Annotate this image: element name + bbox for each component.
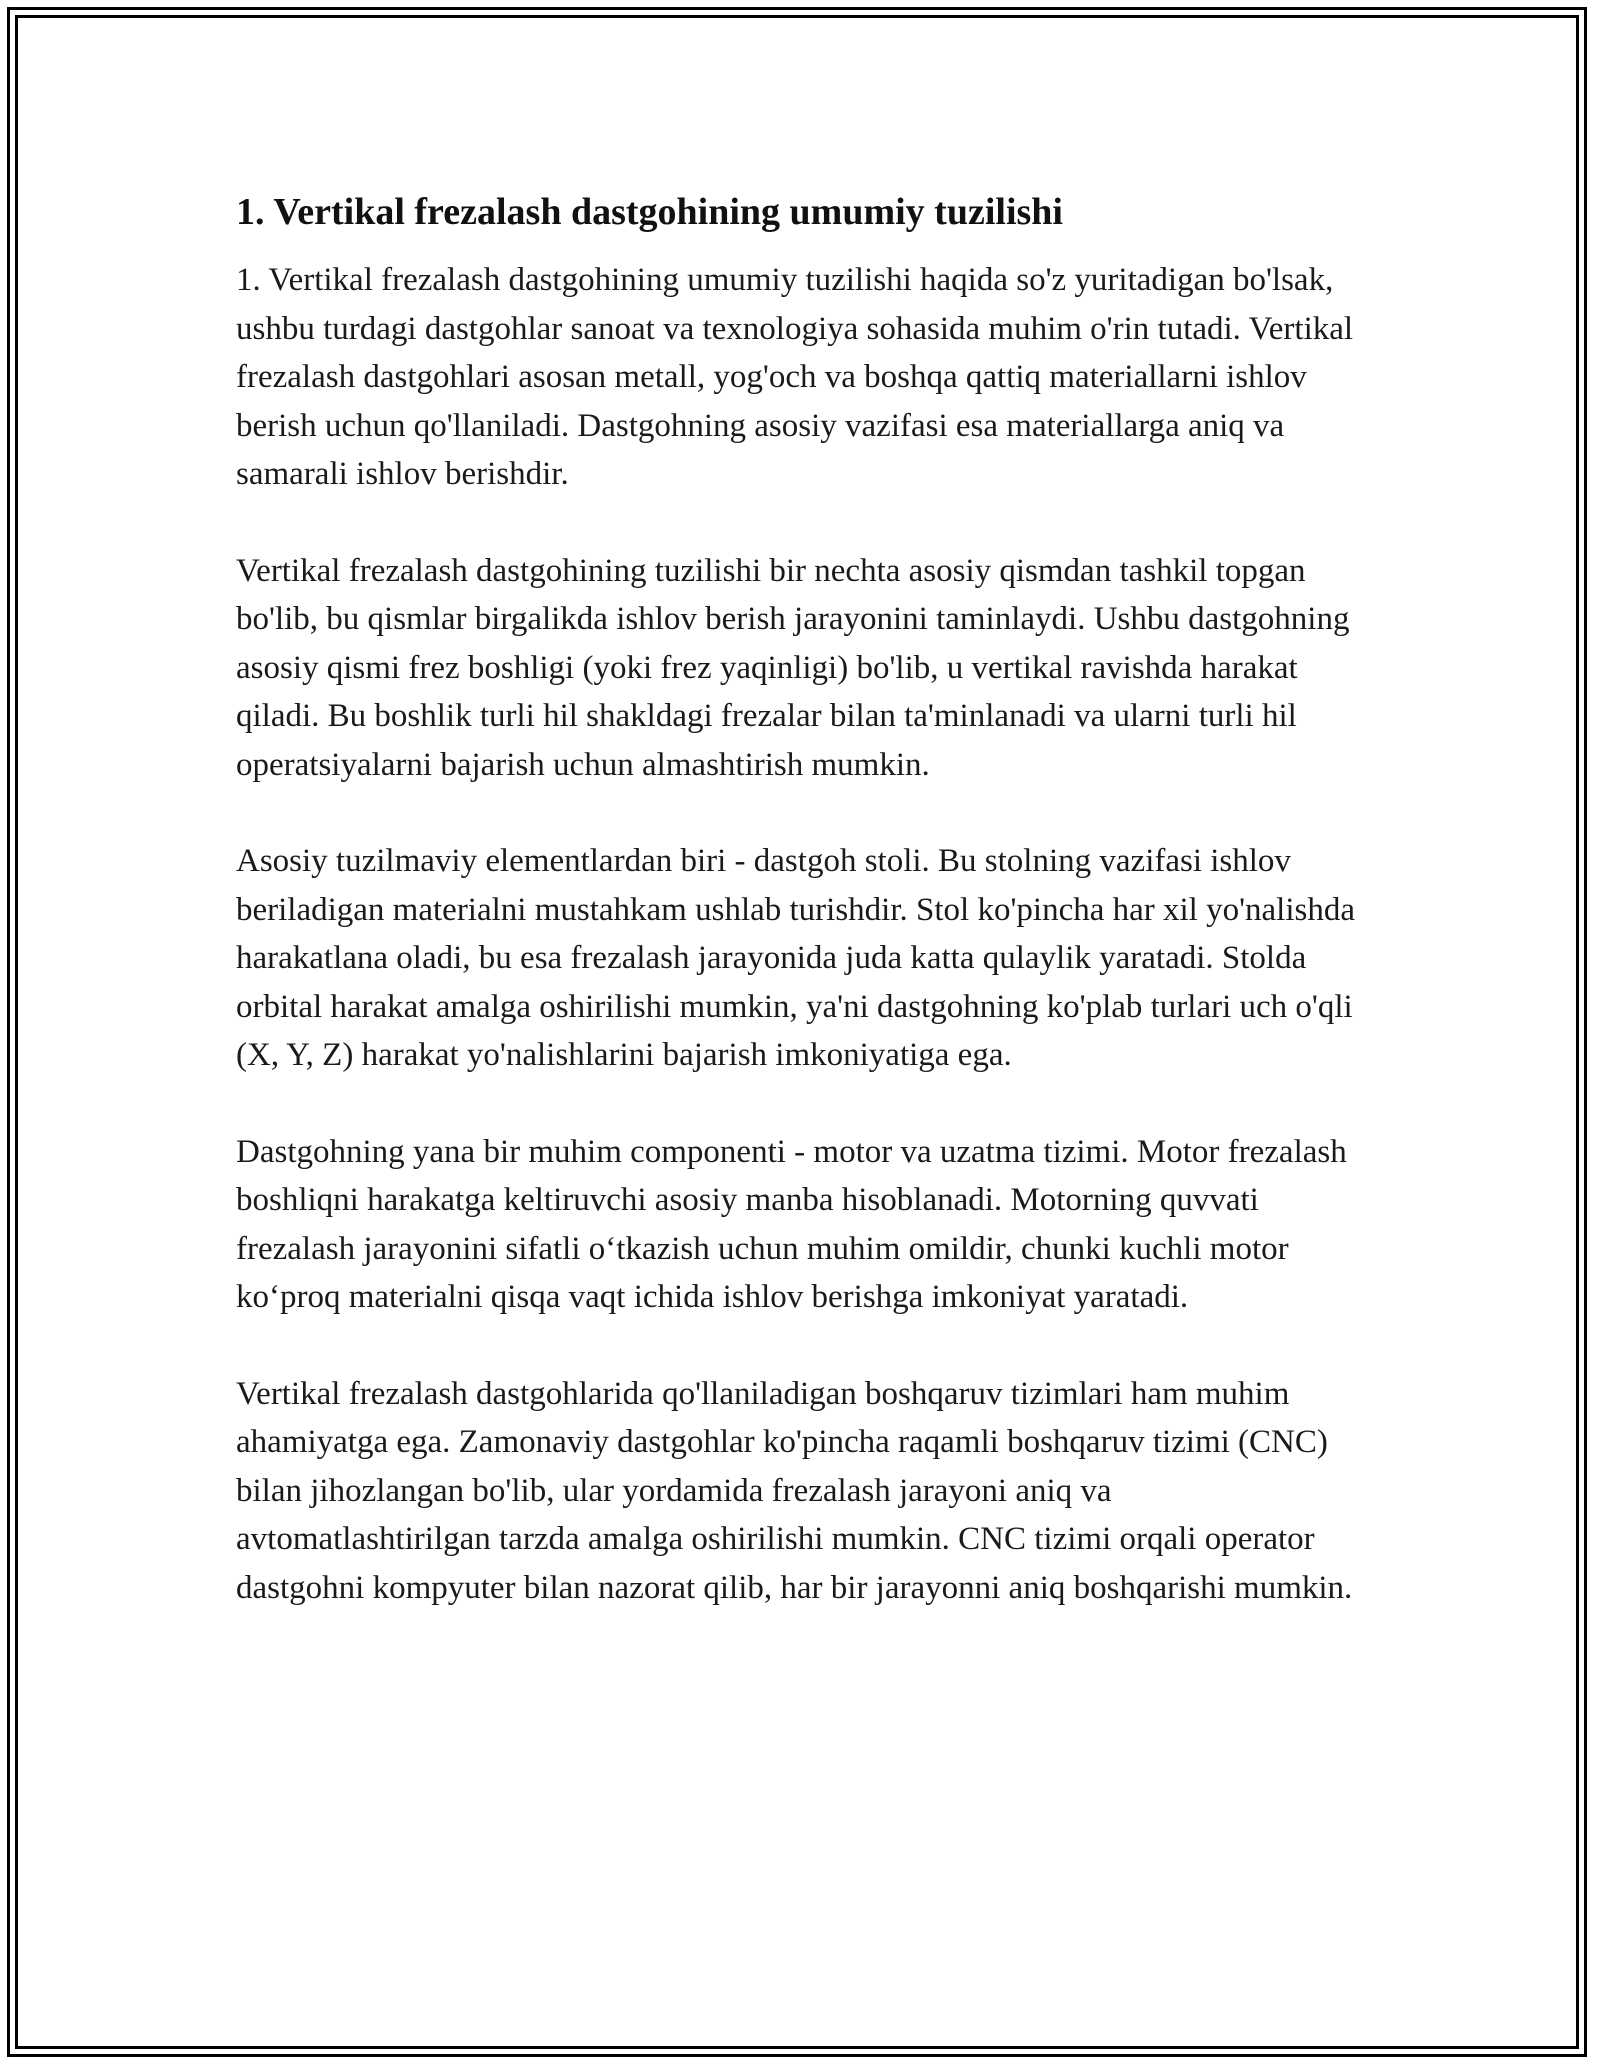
paragraph-1: 1. Vertikal frezalash dastgohining umumiy tuzilishi haqida so'z yuritadigan bo'lsak, ushbu turdagi dastgohlar sanoat va texnologiya sohasida muhim o'rin tutadi. Vertikal frezalash dastgohlari asosan metall, yog'och va boshqa qattiq materiallarni ishlov berish uchun qo'llaniladi. Dastgohning asosiy vazifasi esa materiallarga aniq va samarali ishlov berishdir. — [236, 262, 1354, 492]
paragraph-3: Asosiy tuzilmaviy elementlardan biri - dastgoh stoli. Bu stolning vazifasi ishlov beriladigan materialni mustahkam ushlab turishdir. Stol ko'pincha har xil yo'nalishda harakatlana oladi, bu esa frezalash jarayonida juda katta qulaylik yaratadi. Stolda orbital harakat amalga oshirilishi mumkin, ya'ni dastgohning ko'plab turlari uch o'qli (X, Y, Z) harakat yo'nalishlarini bajarish imkoniyatiga ega. — [236, 843, 1356, 1073]
document-title: 1. Vertikal frezalash dastgohining umumiy tuzilishi — [236, 191, 1063, 233]
paragraph-5: Vertikal frezalash dastgohlarida qo'llaniladigan boshqaruv tizimlari ham muhim ahamiyatga ega. Zamonaviy dastgohlar ko'pincha raqamli boshqaruv tizimi (CNC) bilan jihozlangan bo'lib, ular yordamida frezalash jarayoni aniq va avtomatlashtirilgan tarzda amalga oshirilishi mumkin. CNC tizimi orqali operator dastgohni kompyuter bilan nazorat qilib, har bir jarayonni aniq boshqarishi mumkin. — [236, 1375, 1353, 1606]
paragraph-2: Vertikal frezalash dastgohining tuzilishi bir nechta asosiy qismdan tashkil topgan bo'lib, bu qismlar birgalikda ishlov berish jarayonini taminlaydi. Ushbu dastgohning asosiy qismi frez boshligi (yoki frez yaqinligi) bo'lib, u vertikal ravishda harakat qiladi. Bu boshlik turli hil shakldagi frezalar bilan ta'minlanadi va ularni turli hil operatsiyalarni bajarish uchun almashtirish mumkin. — [236, 552, 1350, 783]
paragraph-4: Dastgohning yana bir muhim componenti - motor va uzatma tizimi. Motor frezalash boshliqni harakatga keltiruvchi asosiy manba hisoblanadi. Motorning quvvati frezalash jarayonini sifatli o‘tkazish uchun muhim omildir, chunki kuchli motor ko‘proq materialni qisqa vaqt ichida ishlov berishga imkoniyat yaratadi. — [236, 1133, 1347, 1315]
document-body — [236, 186, 1366, 1660]
